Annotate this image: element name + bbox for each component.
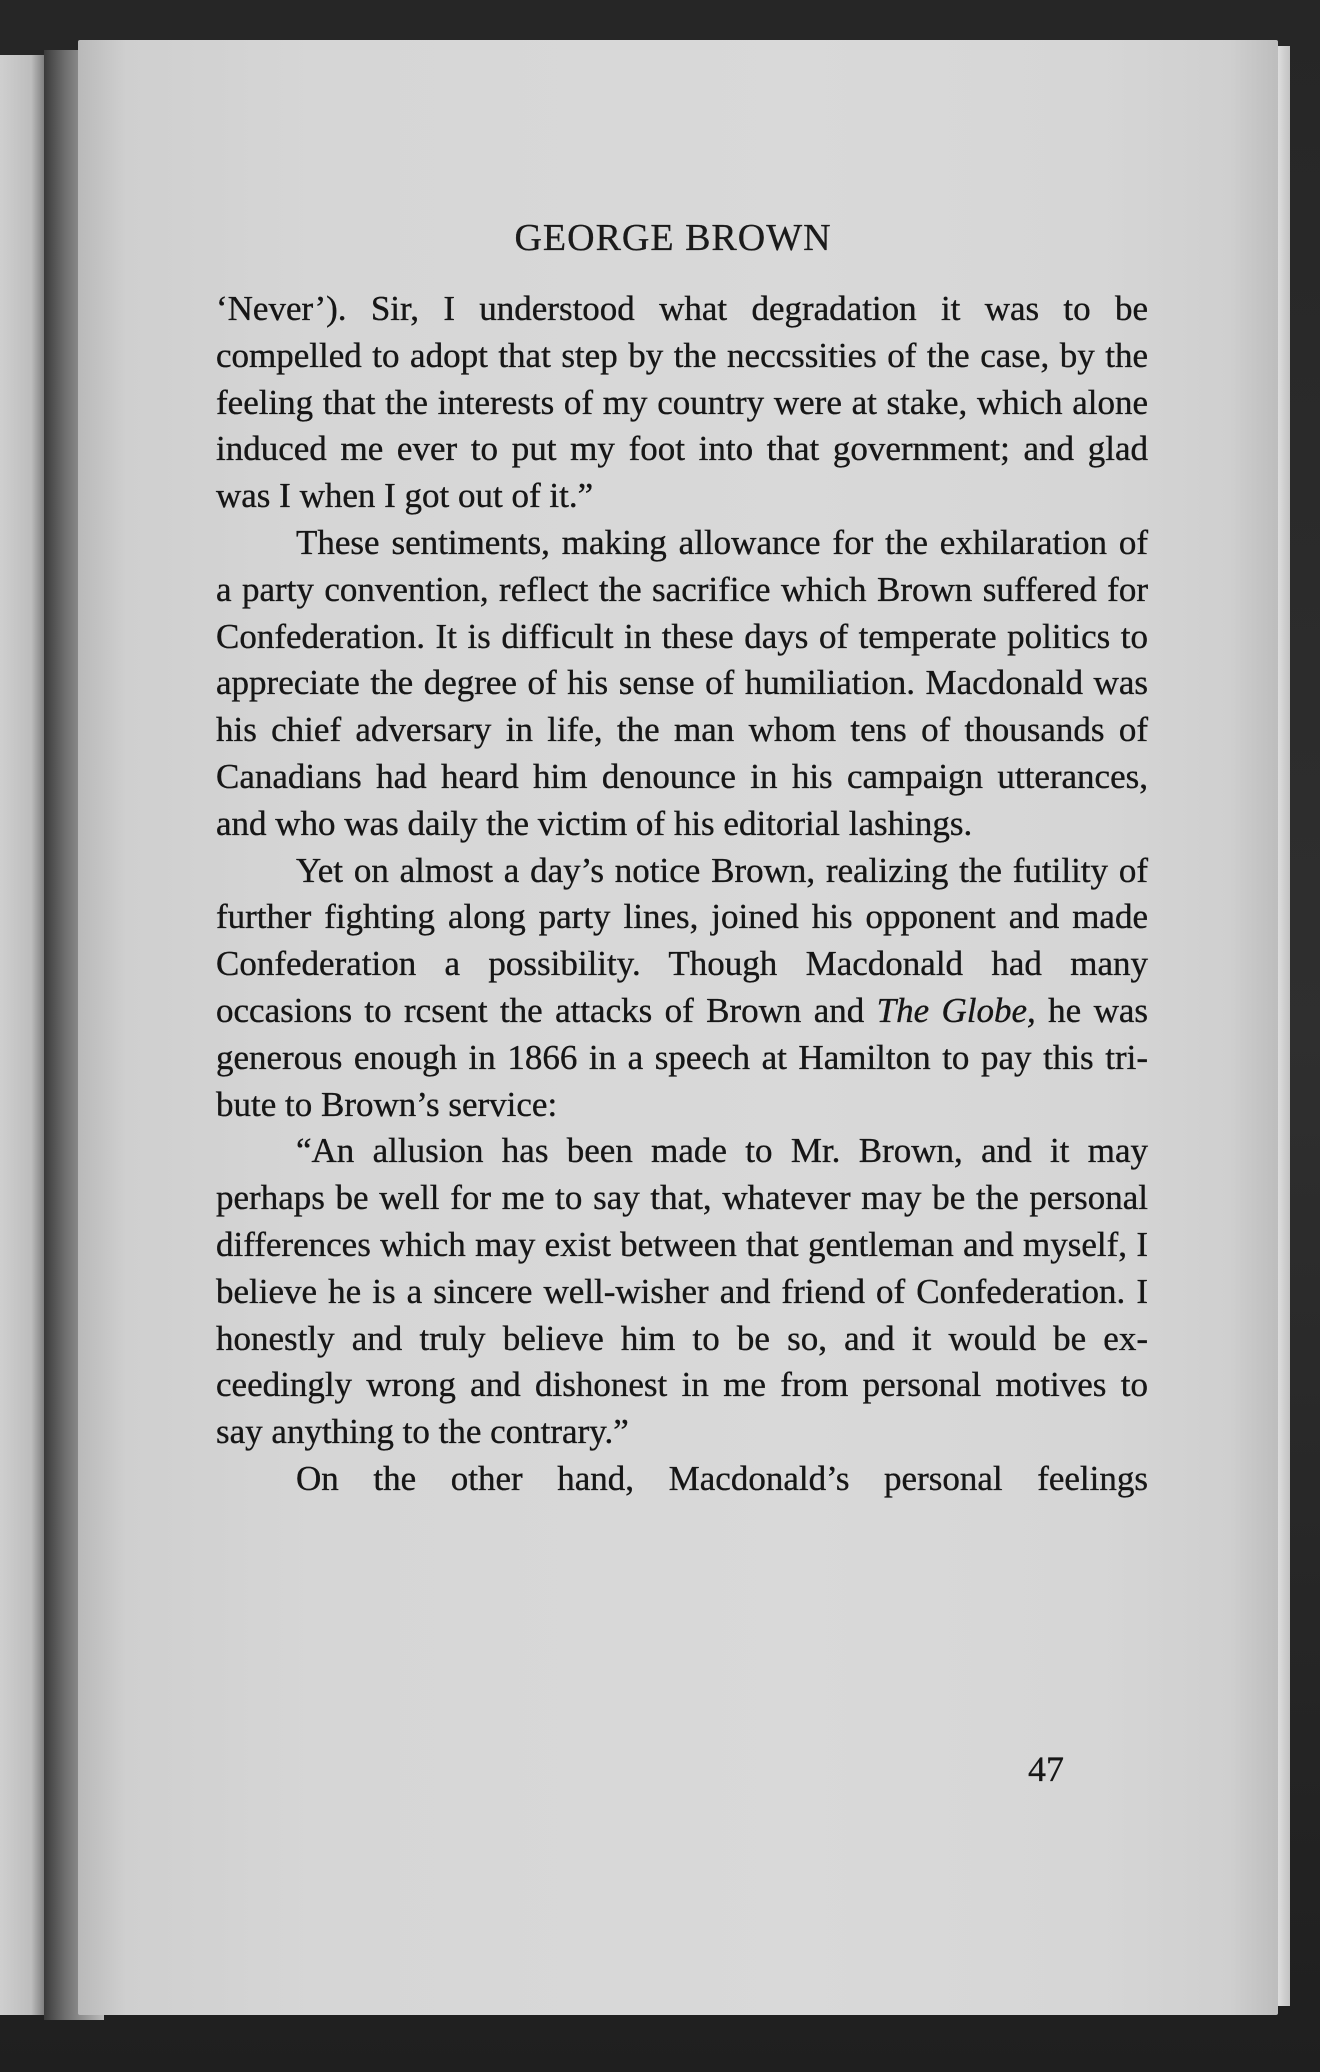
paragraph-3-text-a: Yet on almost a day’s notice Brown, realizing the futility of further fighting along party lines, joined his opponent and made Confederation a possibility. Though Macdonald had many occasions to rcsent the attacks of Brown and (216, 850, 1148, 1030)
page-number: 47 (1028, 1749, 1064, 1789)
book-page (78, 40, 1278, 2015)
paragraph-2: These sentiments, making allowance for the exhilaration of a party convention, reflect the sacrifice which Brown suffered for Confederation. It is difficult in these days of temperate politics to appreciate the degree of his sense of humiliation. Macdonald was his chief adversary in life, the man whom tens of thousands of Canadians had heard him denounce in his campaign utterances, and who was daily the victim of his editorial lashings. (216, 522, 1148, 843)
body-text (216, 286, 1148, 1503)
paragraph-3 (216, 848, 1148, 1129)
paragraph-3-italic-title: The Globe, (876, 990, 1036, 1030)
paragraph-5: On the other hand, Macdonald’s personal feelings (296, 1458, 1148, 1498)
paragraph-3-text-b: he was generous enough in 1866 in a speech at Hamilton to pay this tribute to Brown’s service: (216, 990, 1148, 1124)
paragraph-1: ‘Never’). Sir, I understood what degradation it was to be compelled to adopt that step by the neccssities of the case, by the feeling that the interests of my country were at stake, which alone induced me ever to put my foot into that government; and glad was I when I got out of it.” (216, 289, 1148, 516)
running-head: GEORGE BROWN (514, 217, 832, 259)
paragraph-4-quotation: “An allusion has been made to Mr. Brown, and it may perhaps be well for me to say that, whatever may be the personal differences which may exist between that gentleman and myself, I believe he is a sincere well-wisher and friend of Confederation. I honestly and truly believe him to be so, and it would be exceedingly wrong and dishonest in me from personal motives to say anything to the contrary.” (216, 1131, 1148, 1452)
